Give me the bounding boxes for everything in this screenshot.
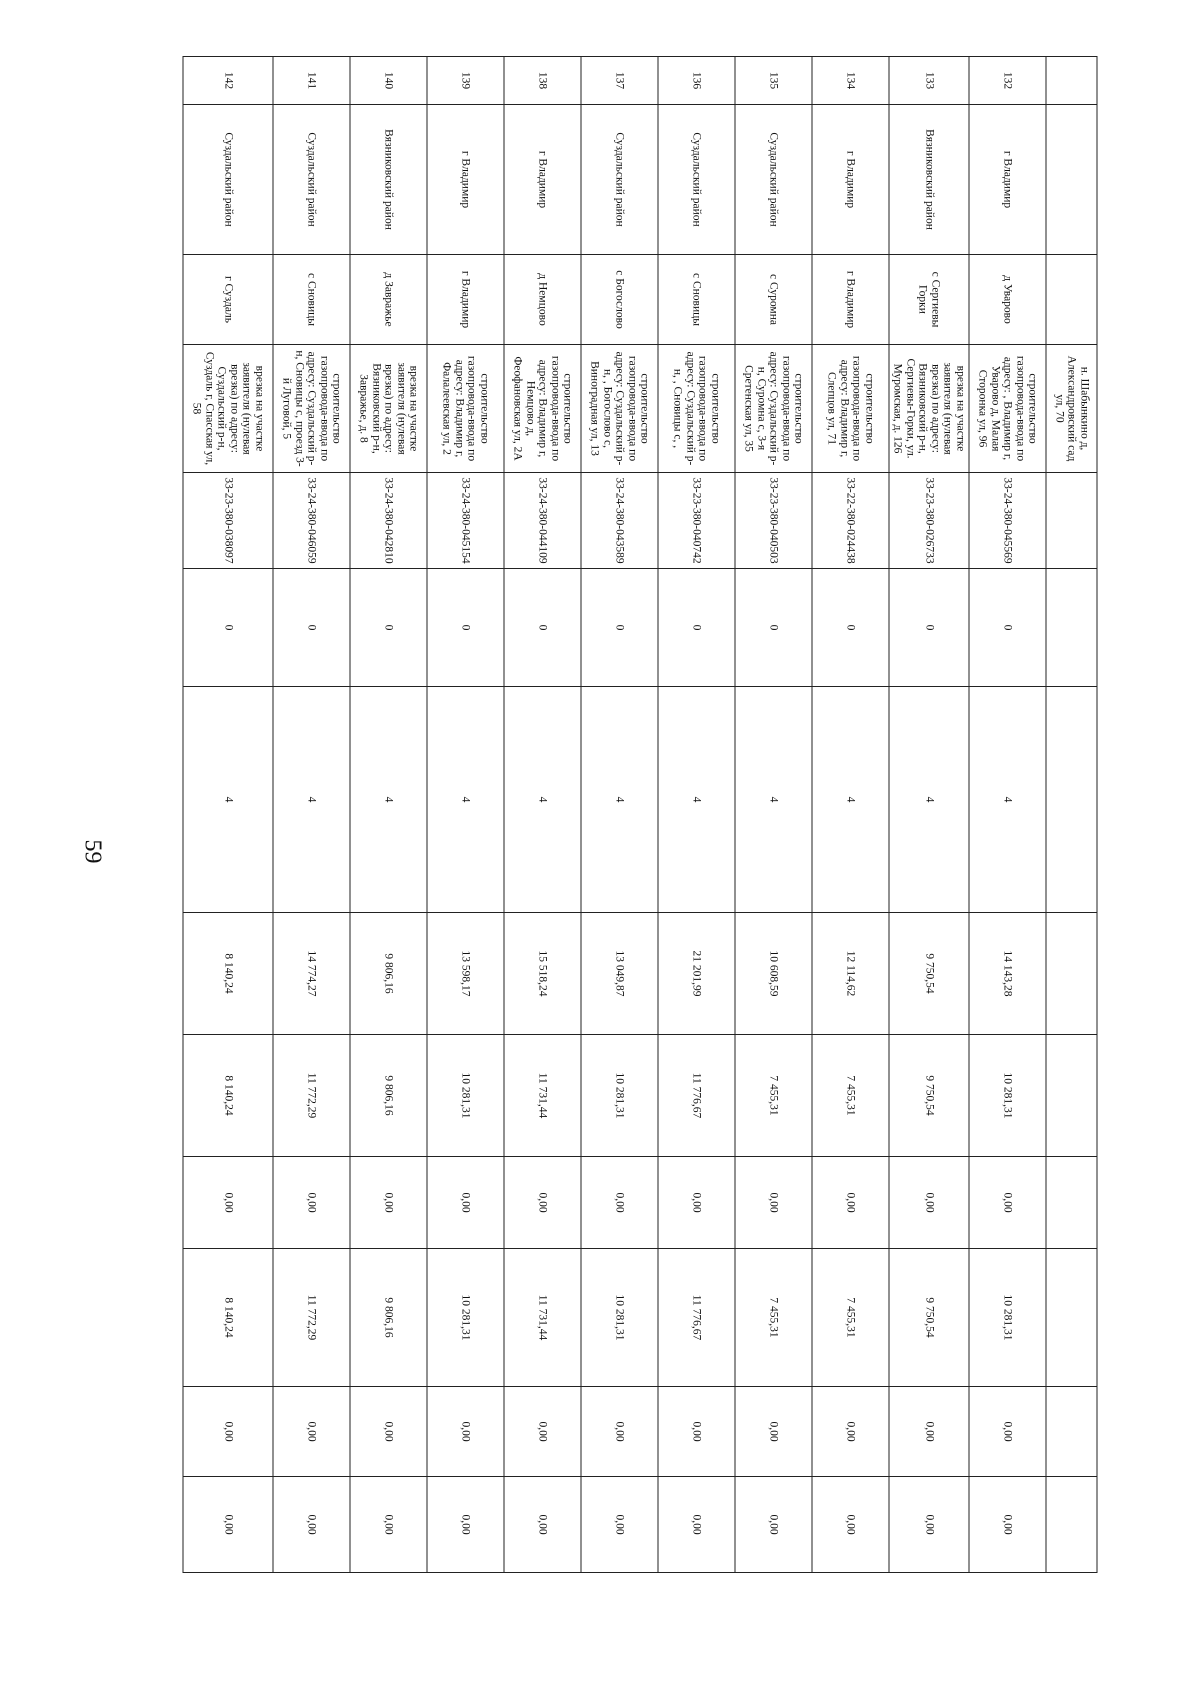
cell-col9: 0,00 [273, 1157, 350, 1249]
cell-col11: 0,00 [812, 1387, 889, 1477]
cell-col7: 13 049,87 [581, 913, 658, 1035]
cell-col10: 8 140,24 [183, 1249, 273, 1387]
cell-col11: 0,00 [581, 1387, 658, 1477]
table-row-continuation [1046, 57, 1097, 1573]
cell-col8: 10 281,31 [969, 1035, 1046, 1157]
cell-cadastre [1046, 473, 1097, 569]
cell-locality: д Уварово [969, 255, 1046, 345]
cell-locality: г Владимир [812, 255, 889, 345]
cell-col9: 0,00 [350, 1157, 427, 1249]
cell-district: Вязниковский район [350, 105, 427, 255]
cell-col8: 7 455,31 [735, 1035, 812, 1157]
cell-district: г Владимир [969, 105, 1046, 255]
cell-col12: 0,00 [658, 1477, 735, 1573]
cell-locality: с Суромна [735, 255, 812, 345]
cell-col7: 14 143,28 [969, 913, 1046, 1035]
cell-col7: 8 140,24 [183, 913, 273, 1035]
cell-district: Вязниковский район [889, 105, 969, 255]
cell-col5: 0 [427, 569, 504, 687]
cell-work-description: строительство газопровода-ввода по адресу: Владимир г, Немцово д, Феофановская ул, 2А [504, 345, 581, 473]
cell-col5: 0 [889, 569, 969, 687]
cell-col11: 0,00 [735, 1387, 812, 1477]
cell-col10: 11 772,29 [273, 1249, 350, 1387]
cell-col12: 0,00 [427, 1477, 504, 1573]
cell-col5: 0 [969, 569, 1046, 687]
cell-col9: 0,00 [183, 1157, 273, 1249]
cell-col12: 0,00 [183, 1477, 273, 1573]
cell-col9: 0,00 [812, 1157, 889, 1249]
cell-col8: 10 281,31 [427, 1035, 504, 1157]
cell-work-description: врезка на участке заявителя (нулевая врезка) по адресу: Вязниковский р-н, Сергиевы-Горки, ул. Муромская, д. 126 [889, 345, 969, 473]
cell-col12 [1046, 1477, 1097, 1573]
cell-district: г Владимир [427, 105, 504, 255]
cell-col7: 21 201,99 [658, 913, 735, 1035]
cell-number: 135 [735, 57, 812, 105]
cell-number: 132 [969, 57, 1046, 105]
cell-col11: 0,00 [427, 1387, 504, 1477]
table-row [504, 57, 581, 1573]
table-row [427, 57, 504, 1573]
cell-col10: 9 750,54 [889, 1249, 969, 1387]
cell-col9: 0,00 [581, 1157, 658, 1249]
cell-col9: 0,00 [735, 1157, 812, 1249]
cell-locality: д Немцово [504, 255, 581, 345]
cell-col12: 0,00 [581, 1477, 658, 1573]
cell-locality: г Суздаль [183, 255, 273, 345]
cell-district: г Владимир [504, 105, 581, 255]
cell-col10: 10 281,31 [581, 1249, 658, 1387]
cell-col11: 0,00 [350, 1387, 427, 1477]
cell-locality: с Сергиевы Горки [889, 255, 969, 345]
cell-cadastre: 33-24-380-045569 [969, 473, 1046, 569]
cell-cadastre: 33-23-380-040742 [658, 473, 735, 569]
cell-locality: с Сновицы [658, 255, 735, 345]
cell-col8: 9 750,54 [889, 1035, 969, 1157]
cell-col5: 0 [658, 569, 735, 687]
cell-work-description: н. Шабынкино д, Александровский сад ул, 70 [1046, 345, 1097, 473]
cell-col11 [1046, 1387, 1097, 1477]
table-row [735, 57, 812, 1573]
cell-work-description: строительство газопровода-ввода по адресу: Суздальский р-н, , Богослово с, Виноградная ул, 13 [581, 345, 658, 473]
cell-number: 138 [504, 57, 581, 105]
cell-col6: 4 [735, 687, 812, 913]
cell-cadastre: 33-24-380-043589 [581, 473, 658, 569]
table-row [273, 57, 350, 1573]
cell-col12: 0,00 [735, 1477, 812, 1573]
cell-col6: 4 [812, 687, 889, 913]
cell-col5: 0 [183, 569, 273, 687]
cell-cadastre: 33-23-380-038097 [183, 473, 273, 569]
table-body [183, 57, 1097, 1573]
cell-col9: 0,00 [427, 1157, 504, 1249]
cell-cadastre: 33-23-380-040503 [735, 473, 812, 569]
cell-col10: 9 806,16 [350, 1249, 427, 1387]
cell-cadastre: 33-23-380-026733 [889, 473, 969, 569]
cell-district [1046, 105, 1097, 255]
cell-col7: 14 774,27 [273, 913, 350, 1035]
cell-col11: 0,00 [658, 1387, 735, 1477]
cell-number: 142 [183, 57, 273, 105]
cell-col9: 0,00 [969, 1157, 1046, 1249]
cell-col6: 4 [969, 687, 1046, 913]
cell-col12: 0,00 [504, 1477, 581, 1573]
cell-col10: 7 455,31 [812, 1249, 889, 1387]
cell-col11: 0,00 [889, 1387, 969, 1477]
cell-number: 140 [350, 57, 427, 105]
cell-cadastre: 33-24-380-042810 [350, 473, 427, 569]
work-cost-table [183, 56, 1098, 1573]
cell-col9: 0,00 [658, 1157, 735, 1249]
cell-col10: 11 731,44 [504, 1249, 581, 1387]
cell-work-description: строительство газопровода-ввода по адресу: Суздальский р-н, , Сновицы с, , [658, 345, 735, 473]
table-row [581, 57, 658, 1573]
cell-cadastre: 33-22-380-024438 [812, 473, 889, 569]
page-number: 59 [79, 839, 106, 864]
cell-col7: 15 518,24 [504, 913, 581, 1035]
cell-col10: 10 281,31 [427, 1249, 504, 1387]
cell-col7: 9 750,54 [889, 913, 969, 1035]
cell-col12: 0,00 [350, 1477, 427, 1573]
cell-col5: 0 [273, 569, 350, 687]
cell-number: 137 [581, 57, 658, 105]
cell-col8: 11 772,29 [273, 1035, 350, 1157]
cell-col7: 12 114,62 [812, 913, 889, 1035]
cell-col5: 0 [350, 569, 427, 687]
cell-col8: 11 776,67 [658, 1035, 735, 1157]
cell-work-description: строительство газопровода-ввода по адресу: , Владимир г, Уварово д, Малая Сторонка ул, 96 [969, 345, 1046, 473]
cell-district: Суздальский район [735, 105, 812, 255]
cell-number [1046, 57, 1097, 105]
cell-col12: 0,00 [889, 1477, 969, 1573]
cell-work-description: строительство газопровода-ввода по адресу: Суздальский р-н, Суромна с, 3-я Сретенская ул, 35 [735, 345, 812, 473]
cell-district: Суздальский район [581, 105, 658, 255]
cell-col8: 9 806,16 [350, 1035, 427, 1157]
cell-district: г Владимир [812, 105, 889, 255]
cell-number: 136 [658, 57, 735, 105]
cell-col9 [1046, 1157, 1097, 1249]
cell-col6: 4 [889, 687, 969, 913]
cell-col12: 0,00 [812, 1477, 889, 1573]
cell-district: Суздальский район [183, 105, 273, 255]
cell-col9: 0,00 [504, 1157, 581, 1249]
table-row [658, 57, 735, 1573]
cell-col10: 11 776,67 [658, 1249, 735, 1387]
cell-col6: 4 [427, 687, 504, 913]
cell-cadastre: 33-24-380-044109 [504, 473, 581, 569]
cell-col12: 0,00 [969, 1477, 1046, 1573]
cell-col7: 10 608,59 [735, 913, 812, 1035]
cell-col12: 0,00 [273, 1477, 350, 1573]
cell-col11: 0,00 [504, 1387, 581, 1477]
cell-locality: г Владимир [427, 255, 504, 345]
cell-col11: 0,00 [969, 1387, 1046, 1477]
cell-district: Суздальский район [658, 105, 735, 255]
cell-col6: 4 [350, 687, 427, 913]
cell-col11: 0,00 [183, 1387, 273, 1477]
cell-col10: 10 281,31 [969, 1249, 1046, 1387]
cell-col6: 4 [581, 687, 658, 913]
cell-col5: 0 [504, 569, 581, 687]
cell-work-description: врезка на участке заявителя (нулевая врезка) по адресу: Суздальский р-н, Суздаль г, Спасская ул, 58 [183, 345, 273, 473]
cell-col5 [1046, 569, 1097, 687]
cell-col6: 4 [658, 687, 735, 913]
cell-number: 139 [427, 57, 504, 105]
cell-number: 141 [273, 57, 350, 105]
cell-locality: с Сновицы [273, 255, 350, 345]
cell-col5: 0 [581, 569, 658, 687]
cell-district: Суздальский район [273, 105, 350, 255]
cell-col9: 0,00 [889, 1157, 969, 1249]
cell-cadastre: 33-24-380-046059 [273, 473, 350, 569]
cell-locality: д Завражье [350, 255, 427, 345]
cell-col6: 4 [504, 687, 581, 913]
cell-number: 133 [889, 57, 969, 105]
cell-col5: 0 [735, 569, 812, 687]
cell-work-description: строительство газопровода-ввода по адресу: Суздальский р-н, Сновицы с, проезд 3-й Луговой, 5 [273, 345, 350, 473]
cell-col6 [1046, 687, 1097, 913]
cell-work-description: строительство газопровода-ввода по адресу: Владимир г, Слепцов ул, 71 [812, 345, 889, 473]
cell-col7 [1046, 913, 1097, 1035]
cell-cadastre: 33-24-380-045154 [427, 473, 504, 569]
cell-col8 [1046, 1035, 1097, 1157]
cell-col10: 7 455,31 [735, 1249, 812, 1387]
table-row [889, 57, 969, 1573]
cell-number: 134 [812, 57, 889, 105]
cell-work-description: строительство газопровода-ввода по адресу: Владимир г, Фалалеевская ул, 2 [427, 345, 504, 473]
cell-work-description: врезка на участке заявителя (нулевая врезка) по адресу: Вязниковский р-н, Завражье, д. 8 [350, 345, 427, 473]
table-row [183, 57, 273, 1573]
cell-col6: 4 [273, 687, 350, 913]
cell-col8: 10 281,31 [581, 1035, 658, 1157]
table-row [350, 57, 427, 1573]
cell-col8: 7 455,31 [812, 1035, 889, 1157]
rotated-table-container [151, 56, 1098, 1572]
cell-locality: с Богослово [581, 255, 658, 345]
cell-col8: 11 731,44 [504, 1035, 581, 1157]
cell-col8: 8 140,24 [183, 1035, 273, 1157]
table-row [812, 57, 889, 1573]
table-row [969, 57, 1046, 1573]
cell-col10 [1046, 1249, 1097, 1387]
cell-col7: 13 598,17 [427, 913, 504, 1035]
cell-col5: 0 [812, 569, 889, 687]
cell-col7: 9 806,16 [350, 913, 427, 1035]
cell-col6: 4 [183, 687, 273, 913]
cell-locality [1046, 255, 1097, 345]
cell-col11: 0,00 [273, 1387, 350, 1477]
